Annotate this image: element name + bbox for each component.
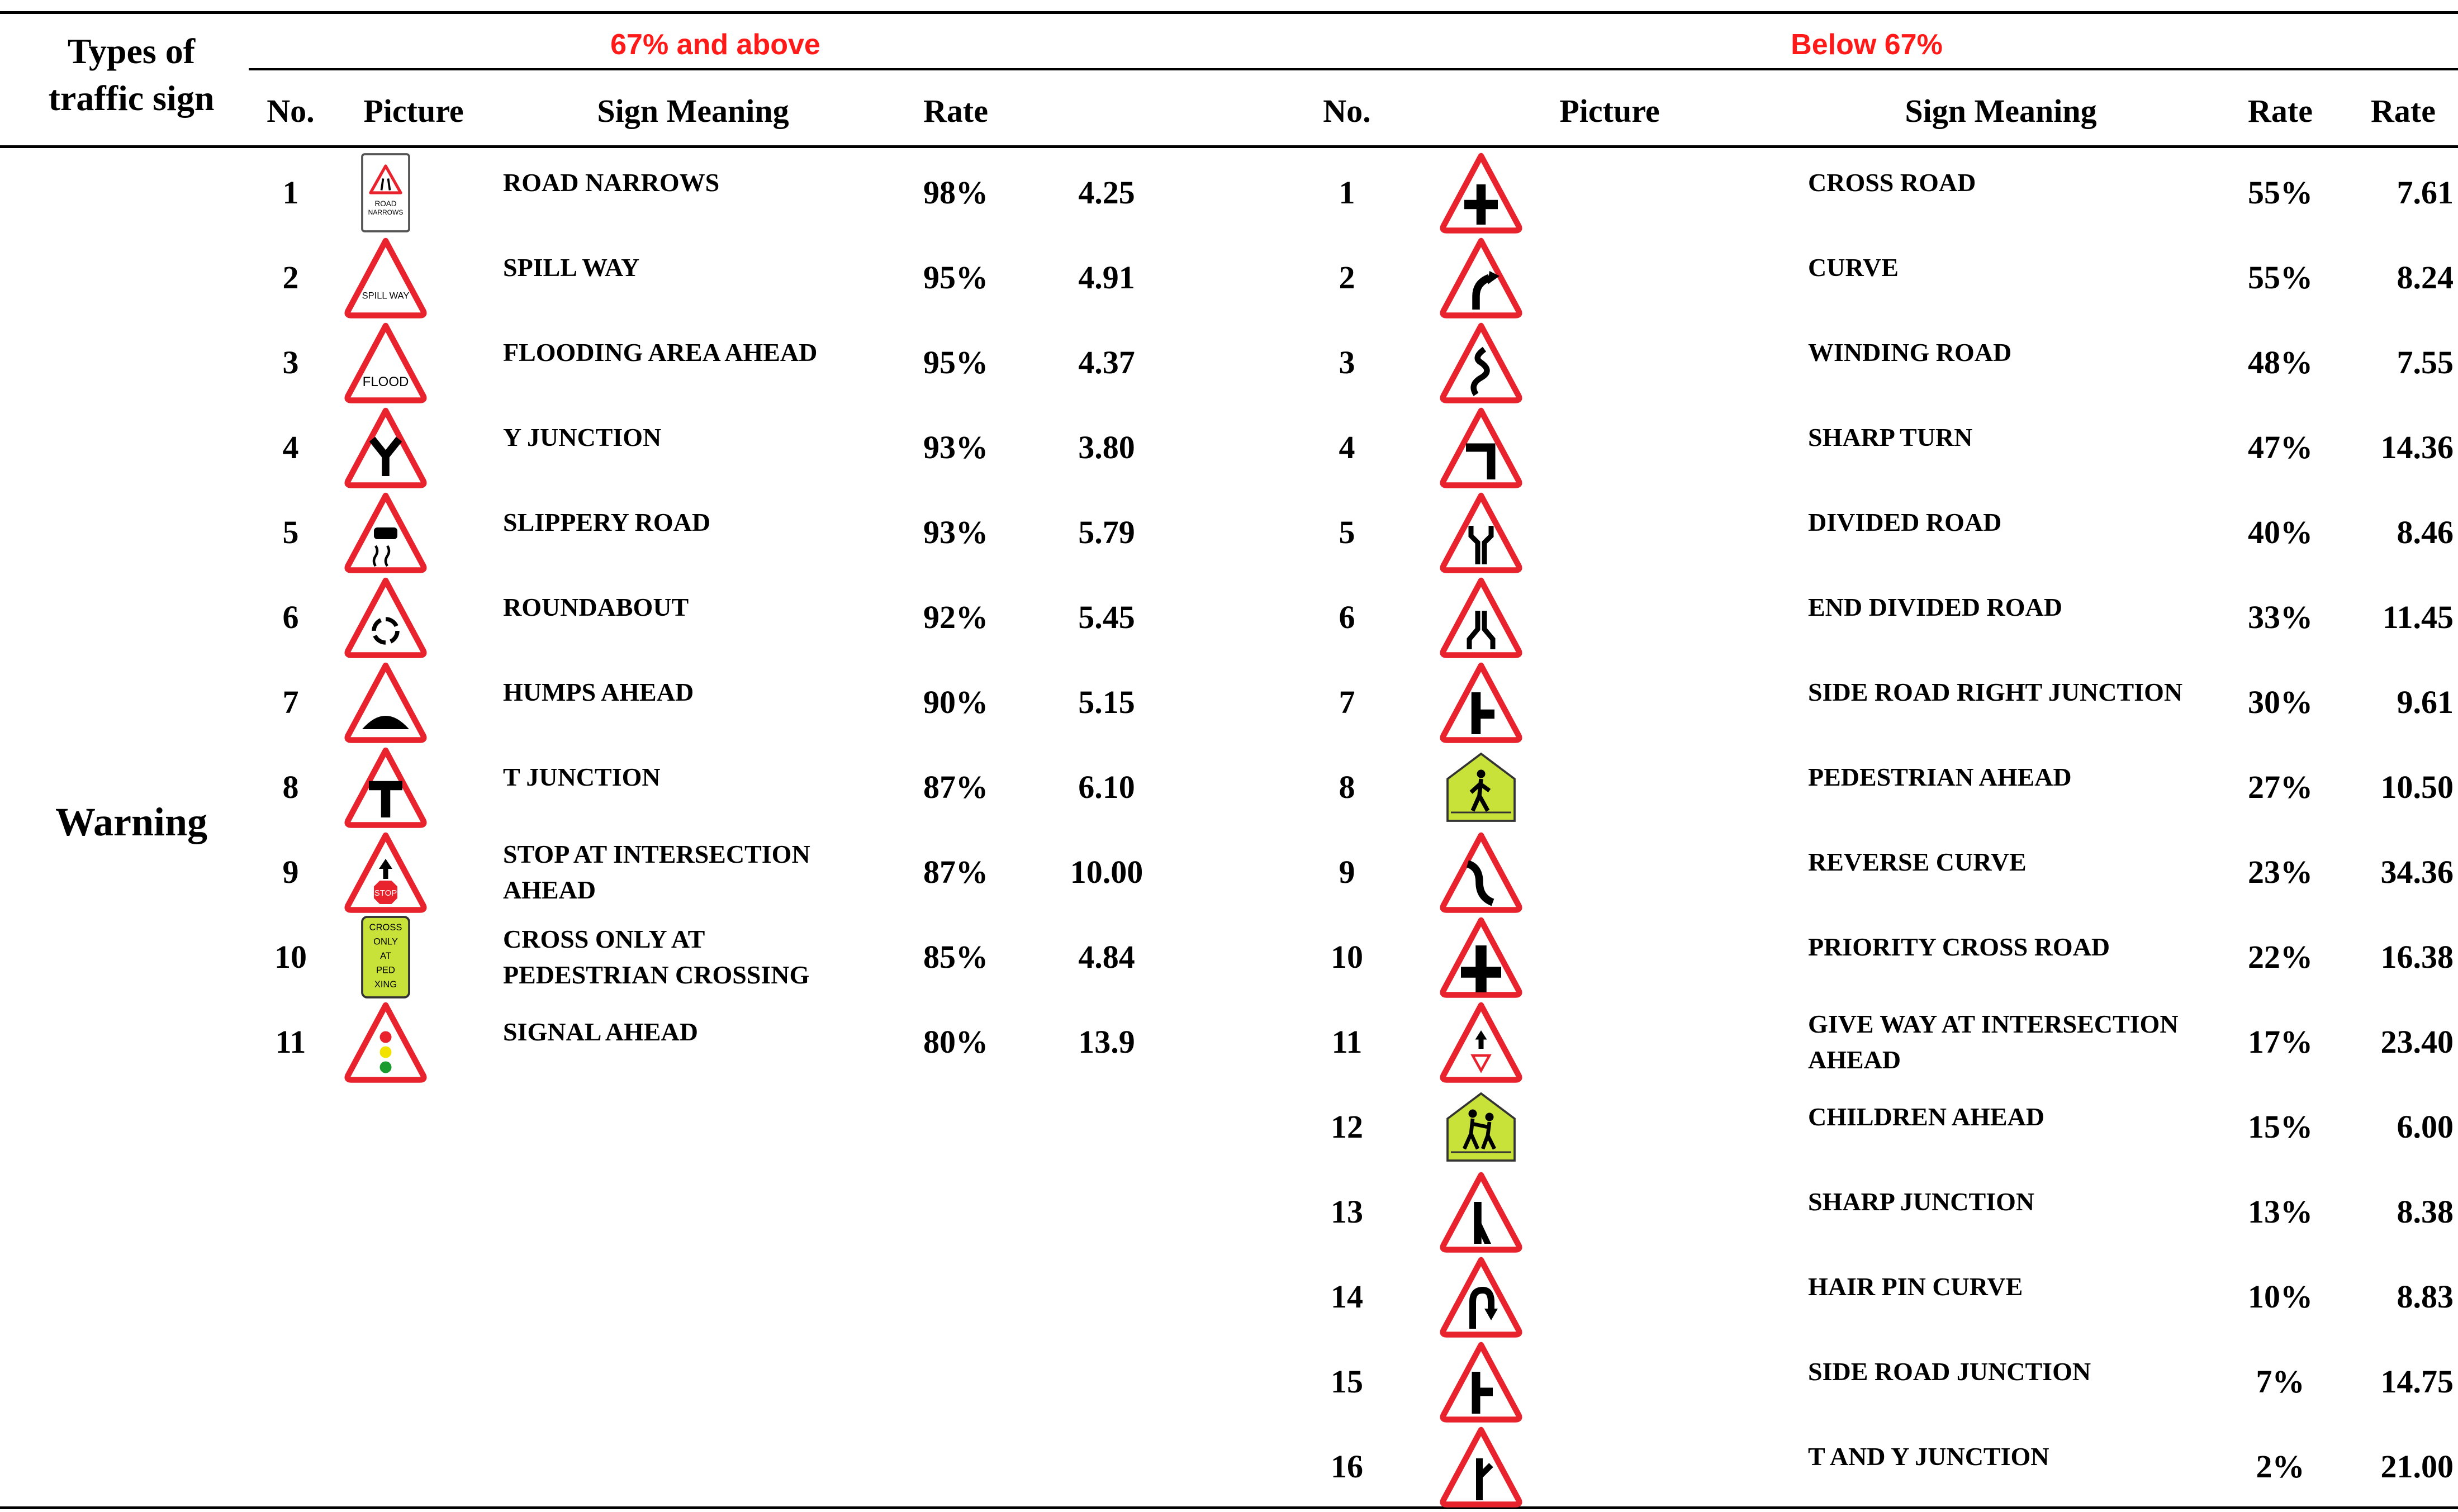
rate-percent: 10% xyxy=(2248,1278,2313,1315)
rate-percent: 27% xyxy=(2248,769,2313,805)
sign-meaning: T JUNCTION xyxy=(503,763,661,791)
sign-meaning: WINDING ROAD xyxy=(1808,338,2012,367)
rate-value: 7.61 xyxy=(2397,174,2454,211)
row-number: 6 xyxy=(1339,599,1355,635)
side-road-right-sign-icon xyxy=(1439,660,1523,747)
svg-text:ROAD: ROAD xyxy=(374,199,397,208)
rate-percent: 93% xyxy=(923,429,988,465)
sign-meaning: END DIVIDED ROAD xyxy=(1808,593,2062,621)
row-number: 16 xyxy=(1331,1448,1363,1485)
top-rule xyxy=(0,11,2458,14)
rate-value: 5.15 xyxy=(1078,684,1135,720)
road-narrows-plate-icon xyxy=(344,151,428,237)
t-and-y-junction-sign-icon xyxy=(1439,1425,1523,1511)
rate-value: 10.50 xyxy=(2380,769,2454,805)
col-picture-low: Picture xyxy=(1559,93,1660,129)
rate-value: 6.10 xyxy=(1078,769,1135,805)
rate-value: 7.55 xyxy=(2397,344,2454,381)
rate-value: 8.46 xyxy=(2397,514,2454,550)
sign-meaning: CHILDREN AHEAD xyxy=(1808,1102,2045,1131)
sign-meaning xyxy=(1808,1006,2210,1078)
svg-text:STOP: STOP xyxy=(374,888,397,898)
sign-meaning: PEDESTRIAN AHEAD xyxy=(1808,763,2072,791)
sign-meaning: SIDE ROAD RIGHT JUNCTION xyxy=(1808,678,2183,706)
rate-value: 3.80 xyxy=(1078,429,1135,465)
rate-percent: 48% xyxy=(2248,344,2313,381)
row-number: 13 xyxy=(1331,1194,1363,1230)
rate-percent: 87% xyxy=(923,769,988,805)
col-picture-high: Picture xyxy=(363,93,464,129)
sharp-junction-sign-icon xyxy=(1439,1170,1523,1257)
rate-percent: 95% xyxy=(923,344,988,381)
sign-meaning: SHARP TURN xyxy=(1808,423,1973,451)
row-number: 7 xyxy=(282,684,299,720)
row-number: 2 xyxy=(282,259,299,296)
rate-percent: 90% xyxy=(923,684,988,720)
row-number: 15 xyxy=(1331,1363,1363,1400)
rate-value: 8.38 xyxy=(2397,1194,2454,1230)
rate-value: 10.00 xyxy=(1070,854,1143,890)
sign-meaning xyxy=(503,836,905,908)
row-number: 5 xyxy=(282,514,299,550)
rate-value: 4.37 xyxy=(1078,344,1135,381)
row-number: 3 xyxy=(1339,344,1355,381)
rate-value: 23.40 xyxy=(2380,1024,2454,1060)
rate-value: 8.24 xyxy=(2397,259,2454,296)
rate-percent: 40% xyxy=(2248,514,2313,550)
rate-value: 4.25 xyxy=(1078,174,1135,211)
sign-meaning: SLIPPERY ROAD xyxy=(503,508,711,536)
rate-value: 9.61 xyxy=(2397,684,2454,720)
rate-value: 4.84 xyxy=(1078,939,1135,975)
sign-meaning-line1: STOP AT INTERSECTION xyxy=(503,840,810,868)
svg-text:PED: PED xyxy=(376,965,395,976)
row-number: 9 xyxy=(1339,854,1355,890)
row-number: 4 xyxy=(1339,429,1355,465)
rate-value: 21.00 xyxy=(2380,1448,2454,1485)
sign-meaning: ROAD NARROWS xyxy=(503,168,720,197)
col-rate2-low: Rate xyxy=(2371,93,2436,129)
sign-meaning: SIGNAL AHEAD xyxy=(503,1017,698,1046)
group-title-low: Below 67% xyxy=(1791,28,1943,61)
cross-only-plate-icon xyxy=(344,915,428,1002)
spill-way-sign-icon xyxy=(344,236,428,322)
rate-percent: 87% xyxy=(923,854,988,890)
pedestrian-ahead-sign-icon xyxy=(1439,745,1523,832)
rate-value: 16.38 xyxy=(2380,939,2454,975)
row-number: 3 xyxy=(282,344,299,381)
row-number: 9 xyxy=(282,854,299,890)
svg-text:CROSS: CROSS xyxy=(369,923,402,933)
col-no-low: No. xyxy=(1323,93,1371,129)
reverse-curve-sign-icon xyxy=(1439,830,1523,917)
rate-percent: 7% xyxy=(2256,1363,2305,1400)
row-number: 2 xyxy=(1339,259,1355,296)
row-number: 10 xyxy=(274,939,307,975)
row-number: 12 xyxy=(1331,1109,1363,1145)
sign-meaning: DIVIDED ROAD xyxy=(1808,508,2002,536)
group-title-high: 67% and above xyxy=(610,28,820,61)
rate-percent: 22% xyxy=(2248,939,2313,975)
rate-percent: 2% xyxy=(2256,1448,2305,1485)
row-number: 5 xyxy=(1339,514,1355,550)
rate-percent: 85% xyxy=(923,939,988,975)
svg-text:FLOOD: FLOOD xyxy=(362,374,409,389)
row-number: 8 xyxy=(1339,769,1355,805)
row-number: 1 xyxy=(1339,174,1355,211)
rate-percent: 95% xyxy=(923,259,988,296)
col-rate-high: Rate xyxy=(923,93,988,129)
sign-meaning: FLOODING AREA AHEAD xyxy=(503,338,818,367)
sign-meaning-line2: AHEAD xyxy=(1808,1045,1901,1074)
sign-meaning: HUMPS AHEAD xyxy=(503,678,694,706)
give-way-ahead-sign-icon xyxy=(1439,1000,1523,1087)
row-number: 10 xyxy=(1331,939,1363,975)
rate-percent: 55% xyxy=(2248,259,2313,296)
category-warning: Warning xyxy=(55,800,208,844)
sign-meaning: REVERSE CURVE xyxy=(1808,848,2027,876)
side-road-junction-sign-icon xyxy=(1439,1340,1523,1427)
y-junction-sign-icon xyxy=(344,406,428,492)
group-rule xyxy=(249,68,2458,70)
rate-value: 14.75 xyxy=(2380,1363,2454,1400)
rate-value: 4.91 xyxy=(1078,259,1135,296)
cross-road-sign-icon xyxy=(1439,151,1523,237)
svg-text:NARROWS: NARROWS xyxy=(368,208,404,216)
signal-ahead-sign-icon xyxy=(344,1000,428,1087)
rate-percent: 15% xyxy=(2248,1109,2313,1145)
sign-meaning: SIDE ROAD JUNCTION xyxy=(1808,1357,2091,1386)
svg-text:SPILL WAY: SPILL WAY xyxy=(362,291,410,301)
rate-percent: 17% xyxy=(2248,1024,2313,1060)
sign-meaning: PRIORITY CROSS ROAD xyxy=(1808,933,2110,961)
rate-value: 5.79 xyxy=(1078,514,1135,550)
rate-value: 11.45 xyxy=(2382,599,2454,635)
row-number: 14 xyxy=(1331,1278,1363,1315)
row-number: 8 xyxy=(282,769,299,805)
flood-sign-icon xyxy=(344,321,428,407)
slippery-road-sign-icon xyxy=(344,491,428,577)
types-header-line2: traffic sign xyxy=(48,78,215,118)
col-no-high: No. xyxy=(267,93,315,129)
svg-text:XING: XING xyxy=(374,980,397,990)
hairpin-curve-sign-icon xyxy=(1439,1255,1523,1342)
sign-meaning: SPILL WAY xyxy=(503,253,640,282)
sign-meaning: CROSS ROAD xyxy=(1808,168,1976,197)
rate-percent: 30% xyxy=(2248,684,2313,720)
sign-meaning-line2: AHEAD xyxy=(503,876,596,904)
stop-ahead-sign-icon xyxy=(344,830,428,917)
row-number: 4 xyxy=(282,429,299,465)
row-number: 11 xyxy=(1331,1024,1363,1060)
rate-percent: 13% xyxy=(2248,1194,2313,1230)
rate-value: 14.36 xyxy=(2380,429,2454,465)
bottom-rule xyxy=(0,1506,2458,1509)
row-number: 6 xyxy=(282,599,299,635)
winding-road-sign-icon xyxy=(1439,321,1523,407)
types-of-traffic-sign-header xyxy=(11,28,252,122)
t-junction-sign-icon xyxy=(344,745,428,832)
rate-percent: 92% xyxy=(923,599,988,635)
rate-value: 6.00 xyxy=(2397,1109,2454,1145)
sign-meaning: ROUNDABOUT xyxy=(503,593,689,621)
rate-percent: 93% xyxy=(923,514,988,550)
svg-text:AT: AT xyxy=(380,951,391,961)
rate-value: 13.9 xyxy=(1078,1024,1135,1060)
sign-meaning-line1: CROSS ONLY AT xyxy=(503,925,705,953)
humps-sign-icon xyxy=(344,660,428,747)
sign-meaning: SHARP JUNCTION xyxy=(1808,1187,2035,1216)
sign-meaning: Y JUNCTION xyxy=(503,423,662,451)
curve-sign-icon xyxy=(1439,236,1523,322)
col-meaning-high: Sign Meaning xyxy=(597,93,789,129)
row-number: 7 xyxy=(1339,684,1355,720)
sign-meaning: HAIR PIN CURVE xyxy=(1808,1272,2023,1301)
svg-text:ONLY: ONLY xyxy=(373,936,398,947)
header-rule xyxy=(0,145,2458,148)
rate-percent: 47% xyxy=(2248,429,2313,465)
sign-meaning: T AND Y JUNCTION xyxy=(1808,1442,2049,1471)
rate-percent: 23% xyxy=(2248,854,2313,890)
rate-percent: 80% xyxy=(923,1024,988,1060)
priority-cross-road-sign-icon xyxy=(1439,915,1523,1002)
sign-meaning-line2: PEDESTRIAN CROSSING xyxy=(503,961,810,989)
row-number: 11 xyxy=(275,1024,306,1060)
sign-meaning: CURVE xyxy=(1808,253,1899,282)
rate-percent: 55% xyxy=(2248,174,2313,211)
divided-road-sign-icon xyxy=(1439,491,1523,577)
rate-percent: 33% xyxy=(2248,599,2313,635)
sharp-turn-sign-icon xyxy=(1439,406,1523,492)
types-header-line1: Types of xyxy=(67,31,196,71)
rate-value: 34.36 xyxy=(2380,854,2454,890)
sign-meaning-line1: GIVE WAY AT INTERSECTION xyxy=(1808,1010,2179,1038)
col-rate-low: Rate xyxy=(2248,93,2313,129)
sign-meaning xyxy=(503,921,905,993)
rate-percent: 98% xyxy=(923,174,988,211)
rate-value: 5.45 xyxy=(1078,599,1135,635)
rate-value: 8.83 xyxy=(2397,1278,2454,1315)
col-meaning-low: Sign Meaning xyxy=(1905,93,2097,129)
roundabout-sign-icon xyxy=(344,576,428,662)
row-number: 1 xyxy=(282,174,299,211)
children-ahead-sign-icon xyxy=(1439,1085,1523,1172)
end-divided-road-sign-icon xyxy=(1439,576,1523,662)
